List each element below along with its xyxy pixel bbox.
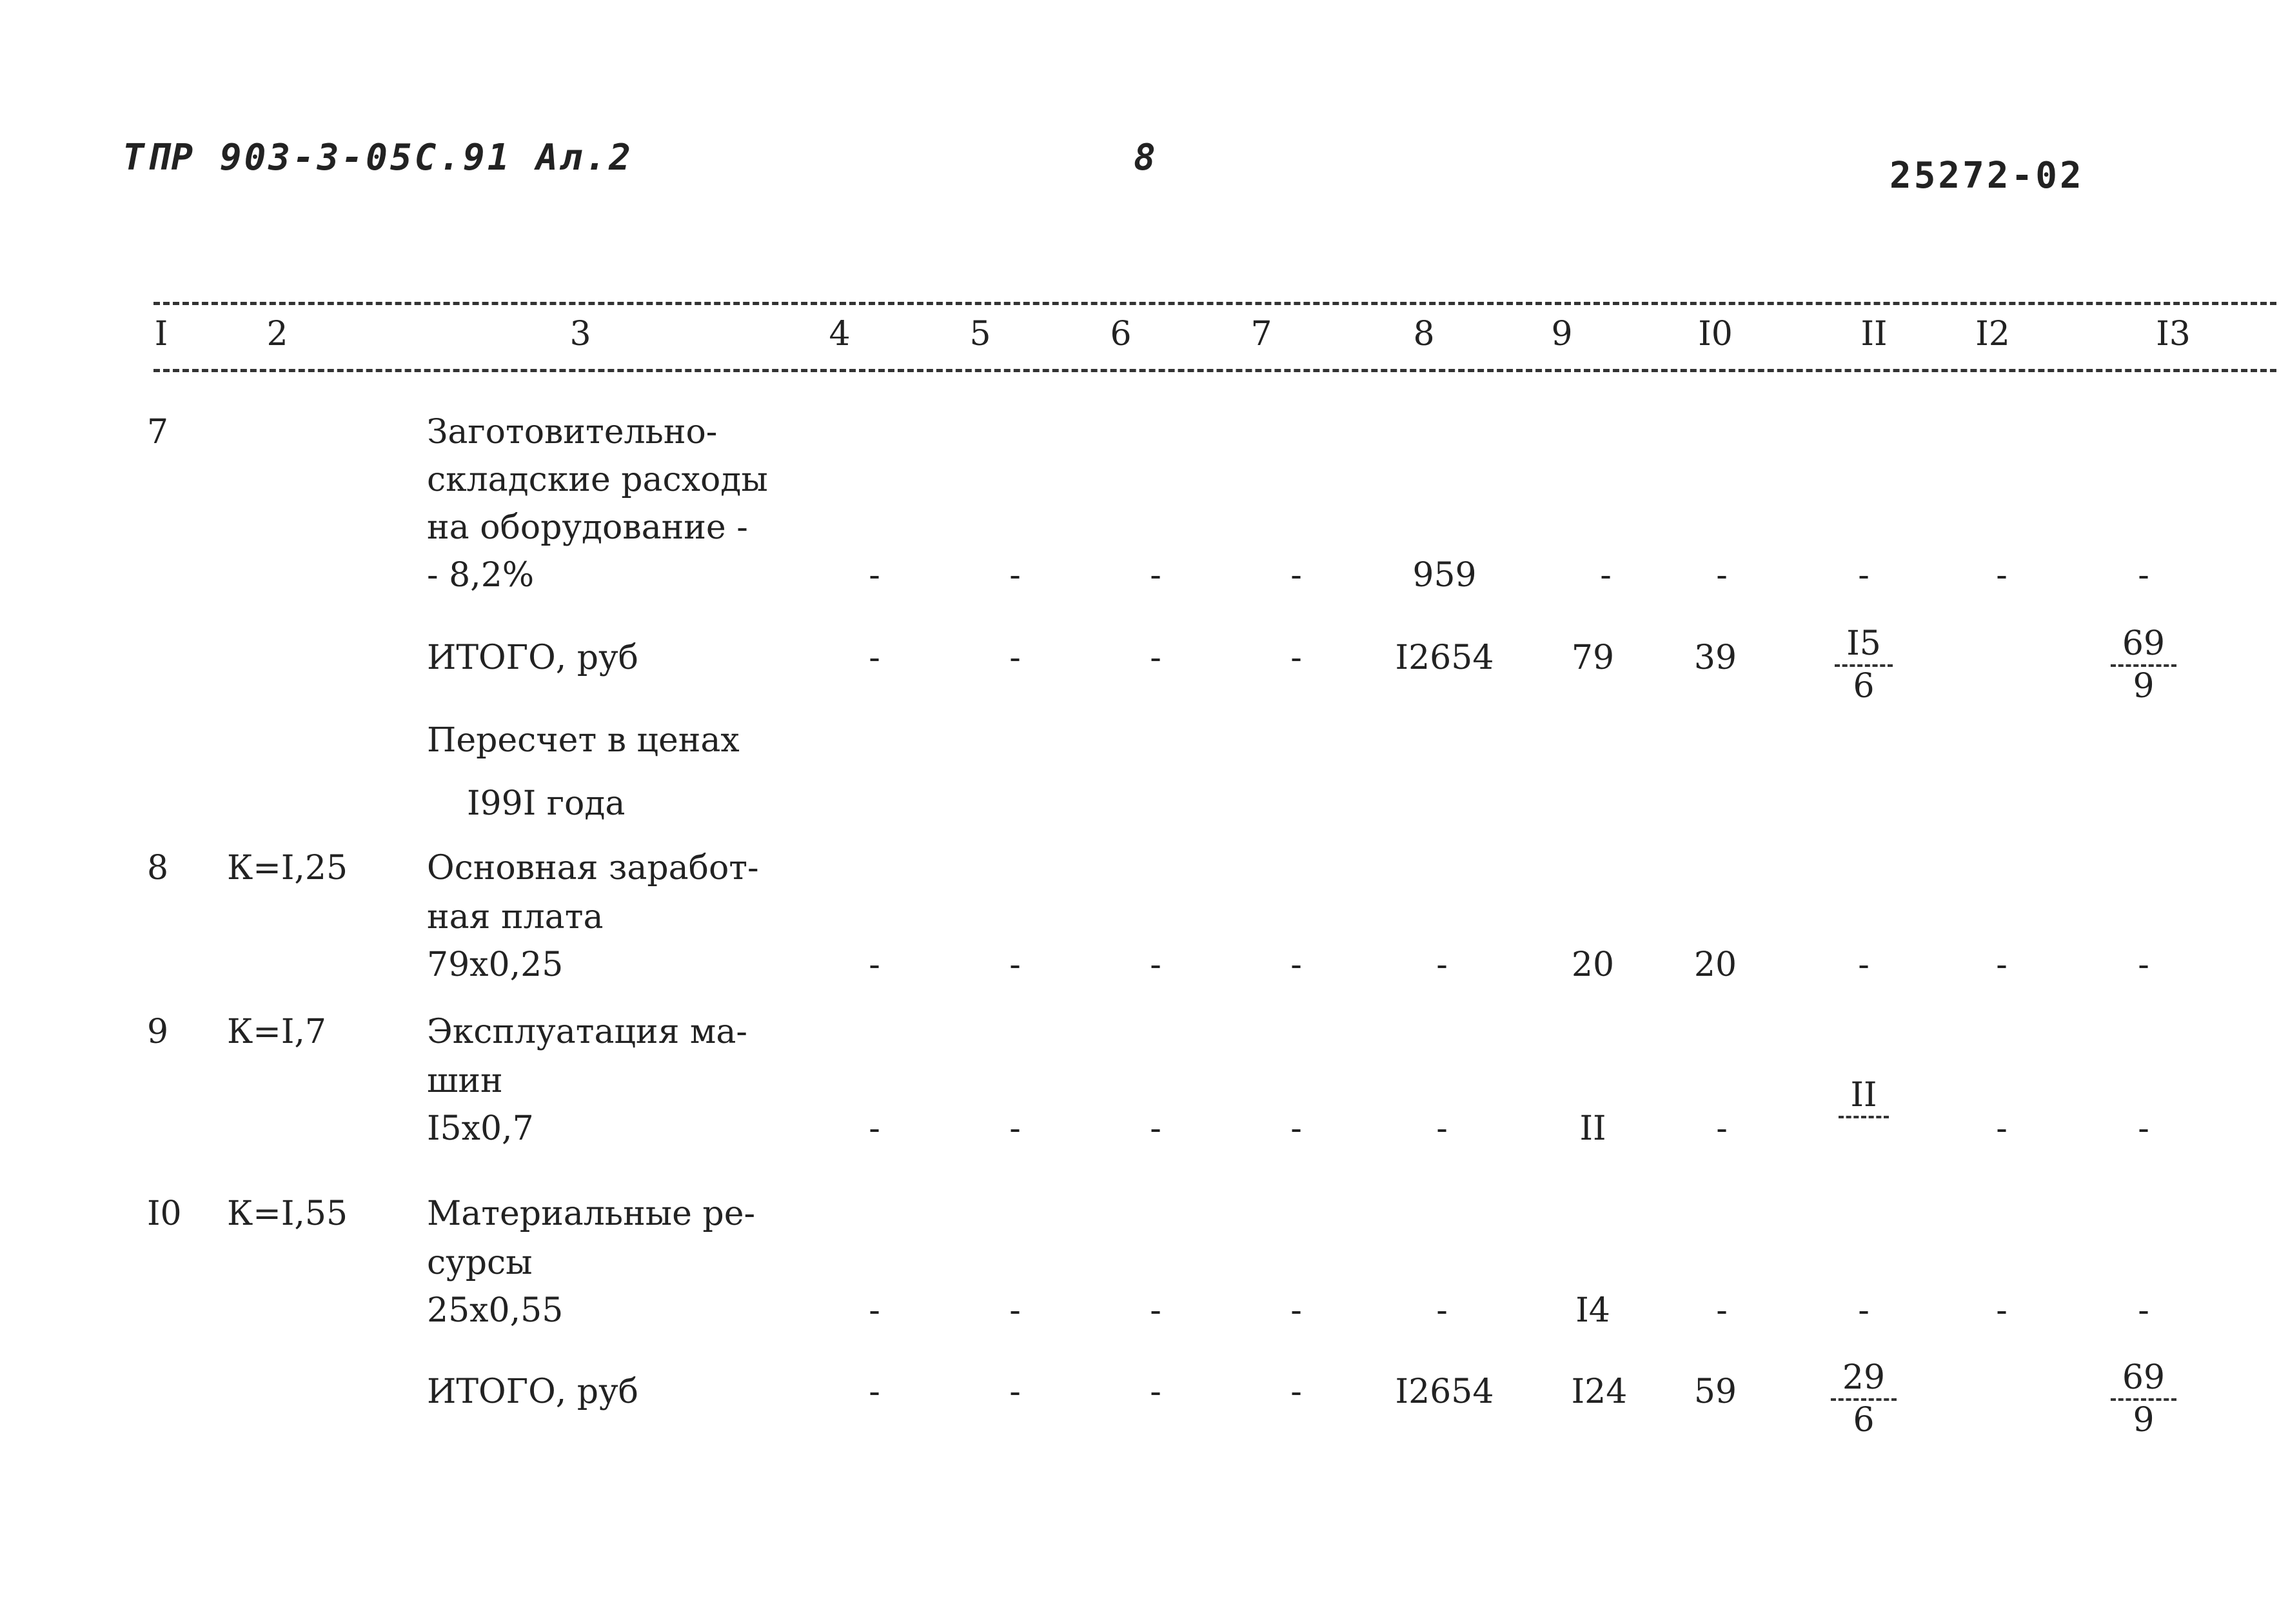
col-header-7: 7	[1250, 315, 1272, 353]
cell-c5: -	[1009, 1372, 1021, 1411]
cell-c13: -	[2138, 556, 2149, 595]
col-header-11: II	[1860, 315, 1888, 353]
cell-c10: -	[1716, 1109, 1728, 1148]
cell-c4: -	[869, 1291, 880, 1330]
cell-c5: -	[1009, 1109, 1021, 1148]
row-desc-line: Заготовительно-	[427, 413, 718, 451]
col-header-6: 6	[1110, 315, 1132, 353]
row-desc: ИТОГО, руб	[427, 639, 638, 677]
cell-c7: -	[1290, 946, 1302, 984]
row-desc-line: на оборудование -	[427, 508, 748, 547]
cell-c13: -	[2138, 1109, 2149, 1148]
fraction-denominator: 6	[1853, 667, 1875, 706]
cell-c8: 959	[1412, 556, 1477, 595]
cell-c11-underlined	[1806, 1076, 1922, 1118]
row-coefficient: К=I,55	[227, 1194, 348, 1233]
cell-c13: -	[2138, 946, 2149, 984]
cell-c5: -	[1009, 556, 1021, 595]
row-coefficient: К=I,7	[227, 1013, 326, 1051]
fraction-numerator: 69	[2111, 624, 2176, 667]
cell-c13-fraction	[2086, 1358, 2202, 1440]
cell-c7: -	[1290, 556, 1302, 595]
col-header-8: 8	[1413, 315, 1435, 353]
page-number: 8	[1134, 137, 1158, 179]
row-desc-line: Основная заработ-	[427, 849, 759, 887]
cell-c9: II	[1579, 1109, 1606, 1148]
col-header-10: I0	[1698, 315, 1733, 353]
row-desc-line: Материальные ре-	[427, 1194, 756, 1233]
cell-c6: -	[1150, 1291, 1161, 1330]
cell-c13: -	[2138, 1291, 2149, 1330]
row-desc-line: 25х0,55	[427, 1291, 564, 1330]
fraction-numerator: 69	[2111, 1358, 2176, 1401]
row-coefficient: К=I,25	[227, 849, 348, 887]
row-desc-line: 79х0,25	[427, 946, 564, 984]
cell-c5: -	[1009, 946, 1021, 984]
cell-c9: -	[1600, 556, 1612, 595]
cell-c9: 20	[1571, 946, 1615, 984]
fraction-denominator: 9	[2133, 667, 2155, 706]
cell-c4: -	[869, 556, 880, 595]
col-header-13: I3	[2156, 315, 2191, 353]
cell-c7: -	[1290, 639, 1302, 677]
col-header-9: 9	[1551, 315, 1573, 353]
row-desc-line: шин	[427, 1062, 503, 1100]
table-header-rule	[153, 369, 2276, 372]
cell-c11: -	[1858, 556, 1870, 595]
cell-c12: -	[1996, 1109, 2008, 1148]
recalc-year: I99I года	[467, 784, 626, 823]
cell-c13-fraction	[2086, 624, 2202, 706]
cell-c11-fraction	[1806, 1358, 1922, 1440]
row-desc-line: - 8,2%	[427, 556, 535, 595]
row-desc-line: Эксплуатация ма-	[427, 1013, 747, 1051]
col-header-12: I2	[1975, 315, 2010, 353]
row-number: 9	[147, 1013, 169, 1051]
cell-c9: I4	[1575, 1291, 1610, 1330]
cell-c10: -	[1716, 1291, 1728, 1330]
cell-c5: -	[1009, 1291, 1021, 1330]
fraction-numerator: II	[1839, 1076, 1888, 1118]
row-desc-line: сурсы	[427, 1243, 533, 1282]
cell-c10: 39	[1693, 639, 1737, 677]
cell-c4: -	[869, 1109, 880, 1148]
document-id: 25272-02	[1889, 155, 2084, 197]
table-top-rule	[153, 302, 2276, 305]
col-header-3: 3	[569, 315, 591, 353]
col-header-1: I	[154, 315, 168, 353]
cell-c6: -	[1150, 556, 1161, 595]
cell-c7: -	[1290, 1372, 1302, 1411]
fraction-numerator: I5	[1835, 624, 1893, 667]
cell-c7: -	[1290, 1109, 1302, 1148]
cell-c4: -	[869, 946, 880, 984]
fraction-denominator: 6	[1853, 1401, 1875, 1440]
cell-c10: 20	[1693, 946, 1737, 984]
col-header-2: 2	[266, 315, 288, 353]
cell-c4: -	[869, 1372, 880, 1411]
cell-c11: -	[1858, 1291, 1870, 1330]
col-header-4: 4	[829, 315, 851, 353]
cell-c6: -	[1150, 1372, 1161, 1411]
cell-c9: 79	[1571, 639, 1615, 677]
cell-c6: -	[1150, 946, 1161, 984]
cell-c5: -	[1009, 639, 1021, 677]
cell-c12: -	[1996, 946, 2008, 984]
cell-c10: -	[1716, 556, 1728, 595]
cell-c12: -	[1996, 556, 2008, 595]
cell-c9: I24	[1571, 1372, 1628, 1411]
cell-c8: -	[1436, 1291, 1448, 1330]
row-desc-line: I5х0,7	[427, 1109, 534, 1148]
col-header-5: 5	[969, 315, 991, 353]
recalc-heading: Пересчет в ценах	[427, 721, 740, 760]
cell-c10: 59	[1693, 1372, 1737, 1411]
cell-c11: -	[1858, 946, 1870, 984]
row-number: 8	[147, 849, 169, 887]
cell-c7: -	[1290, 1291, 1302, 1330]
cell-c8: I2654	[1395, 1372, 1494, 1411]
row-desc: ИТОГО, руб	[427, 1372, 638, 1411]
fraction-denominator: 9	[2133, 1401, 2155, 1440]
row-number: I0	[147, 1194, 182, 1233]
cell-c11-fraction	[1806, 624, 1922, 706]
cell-c6: -	[1150, 1109, 1161, 1148]
cell-c6: -	[1150, 639, 1161, 677]
row-number: 7	[147, 413, 169, 451]
cell-c4: -	[869, 639, 880, 677]
cell-c12: -	[1996, 1291, 2008, 1330]
fraction-numerator: 29	[1831, 1358, 1897, 1401]
document-code: ТПР 903-3-05С.91 Ал.2	[123, 137, 634, 179]
row-desc-line: складские расходы	[427, 460, 768, 499]
row-desc-line: ная плата	[427, 898, 604, 936]
cell-c8: -	[1436, 946, 1448, 984]
cell-c8: I2654	[1395, 639, 1494, 677]
cell-c8: -	[1436, 1109, 1448, 1148]
